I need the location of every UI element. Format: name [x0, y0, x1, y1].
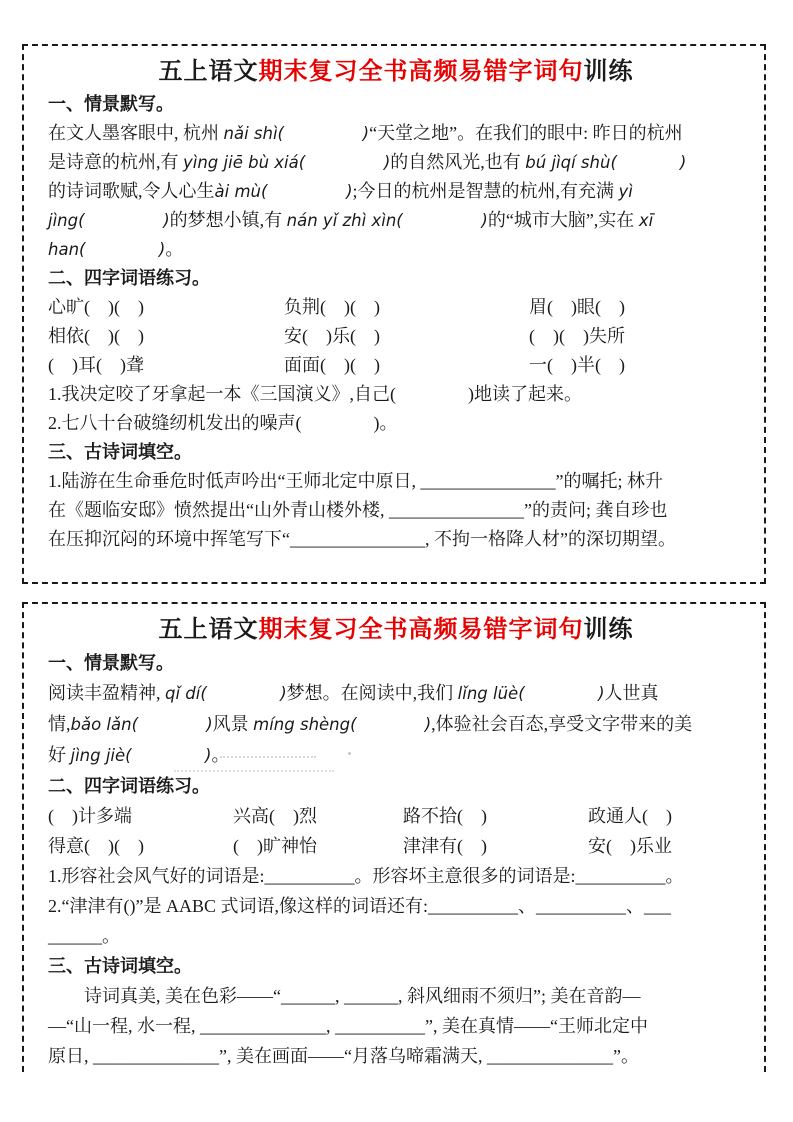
word-blank-cell: ( )耳( )聋 [48, 355, 144, 375]
worksheet-card-1 [22, 44, 766, 584]
word-blank-cell: 得意( )( ) [48, 836, 144, 856]
word-grid-row [48, 801, 744, 831]
dictation-line: 的诗词歌赋,令人心生ài mù( );今日的杭州是智慧的杭州,有充满 yì [48, 181, 633, 201]
title-post: 训练 [583, 58, 634, 85]
fill-in-item: 2.“津津有()”是 AABC 式词语,像这样的词语还有:__________、__________、___ [48, 896, 671, 916]
dictation-line: 情,bǎo lǎn( )风景 míng shèng( ),体验社会百态,享受文字带来的美 [48, 714, 693, 734]
fill-in-item: 1.我决定咬了牙拿起一本《三国演义》,自己( )地读了起来。 [48, 384, 582, 404]
word-blank-cell: 津津有( ) [403, 836, 487, 856]
title-red-segment: 期末复习全书高频易错字词句 [258, 616, 584, 643]
smudge-line [174, 770, 334, 772]
poem-line: 1.陆游在生命垂危时低声吟出“王师北定中原日, _______________”的嘱托; 林升 [48, 471, 663, 491]
poem-line: 在《题临安邸》愤然提出“山外青山楼外楼, _______________”的责问; 龚自珍也 [48, 500, 668, 520]
word-blank-cell: 安( )乐业 [588, 836, 672, 856]
card2-section3-heading: 三、古诗词填空。 [48, 956, 192, 976]
word-blank-cell: 一( )半( ) [529, 355, 625, 375]
fill-in-item: 1.形容社会风气好的词语是:__________。形容坏主意很多的词语是:__________。 [48, 866, 684, 886]
card1-section1-heading: 一、情景默写。 [48, 94, 174, 114]
card1-section2-heading: 二、四字词语练习。 [48, 268, 210, 288]
dictation-line: 好 jìng jiè( )。 [48, 745, 230, 765]
dictation-line: 在文人墨客眼中, 杭州 nǎi shì( )“天堂之地”。在我们的眼中: 昨日的杭州 [48, 123, 683, 143]
fill-in-item: 2.七八十台破缝纫机发出的噪声( )。 [48, 413, 398, 433]
word-grid-row [48, 351, 744, 380]
word-blank-cell: 路不拾( ) [403, 806, 487, 826]
poem-line: 诗词真美, 美在色彩——“______, ______, 斜风细雨不须归”; 美在音韵— [48, 986, 641, 1006]
card1-section3-heading: 三、古诗词填空。 [48, 442, 192, 462]
dictation-line: 阅读丰盈精神, qǐ dí( )梦想。在阅读中,我们 lǐng lüè( )人世真 [48, 683, 659, 703]
word-grid-row [48, 293, 744, 322]
print-smudge-artifact [220, 752, 370, 776]
word-grid-row [48, 322, 744, 351]
word-blank-cell: 面面( )( ) [284, 355, 380, 375]
title-post: 训练 [583, 616, 634, 643]
title-pre: 五上语文 [158, 616, 259, 643]
word-blank-cell: 眉( )眼( ) [529, 297, 625, 317]
poem-line: —“山一程, 水一程, ______________, __________”, 美在真情——“王师北定中 [48, 1016, 648, 1036]
poem-line: 在压抑沉闷的环境中挥笔写下“_______________, 不拘一格降人材”的深切期望。 [48, 529, 676, 549]
word-grid-row [48, 831, 744, 861]
worksheet-card-2 [22, 602, 766, 1072]
card1-title [48, 54, 744, 90]
word-blank-cell: ( )( )失所 [529, 326, 625, 346]
dictation-line: 是诗意的杭州,有 yìng jiē bù xiá( )的自然风光,也有 bú jìqí shù( ) [48, 152, 687, 172]
word-blank-cell: 安( )乐( ) [284, 326, 380, 346]
dictation-line: han( )。 [48, 239, 184, 259]
fill-in-item-continuation: ______。 [48, 926, 120, 946]
smudge-line [220, 756, 316, 758]
word-blank-cell: 心旷( )( ) [48, 297, 144, 317]
title-pre: 五上语文 [158, 58, 259, 85]
word-blank-cell: ( )旷神怡 [233, 836, 317, 856]
word-blank-cell: ( )计多端 [48, 806, 132, 826]
word-blank-cell: 负荆( )( ) [284, 297, 380, 317]
card2-title [48, 612, 744, 648]
dictation-line: jìng( )的梦想小镇,有 nán yǐ zhì xìn( )的“城市大脑”,实在 xī [48, 210, 654, 230]
poem-line: 原日, ______________”, 美在画面——“月落乌啼霜满天, ______________”。 [48, 1046, 639, 1066]
title-red-segment: 期末复习全书高频易错字词句 [258, 58, 584, 85]
word-blank-cell: 兴高( )烈 [233, 806, 317, 826]
card2-section2-heading: 二、四字词语练习。 [48, 776, 210, 796]
word-blank-cell: 政通人( ) [588, 806, 672, 826]
card2-section1-heading: 一、情景默写。 [48, 653, 174, 673]
smudge-dot [348, 752, 351, 755]
word-blank-cell: 相依( )( ) [48, 326, 144, 346]
